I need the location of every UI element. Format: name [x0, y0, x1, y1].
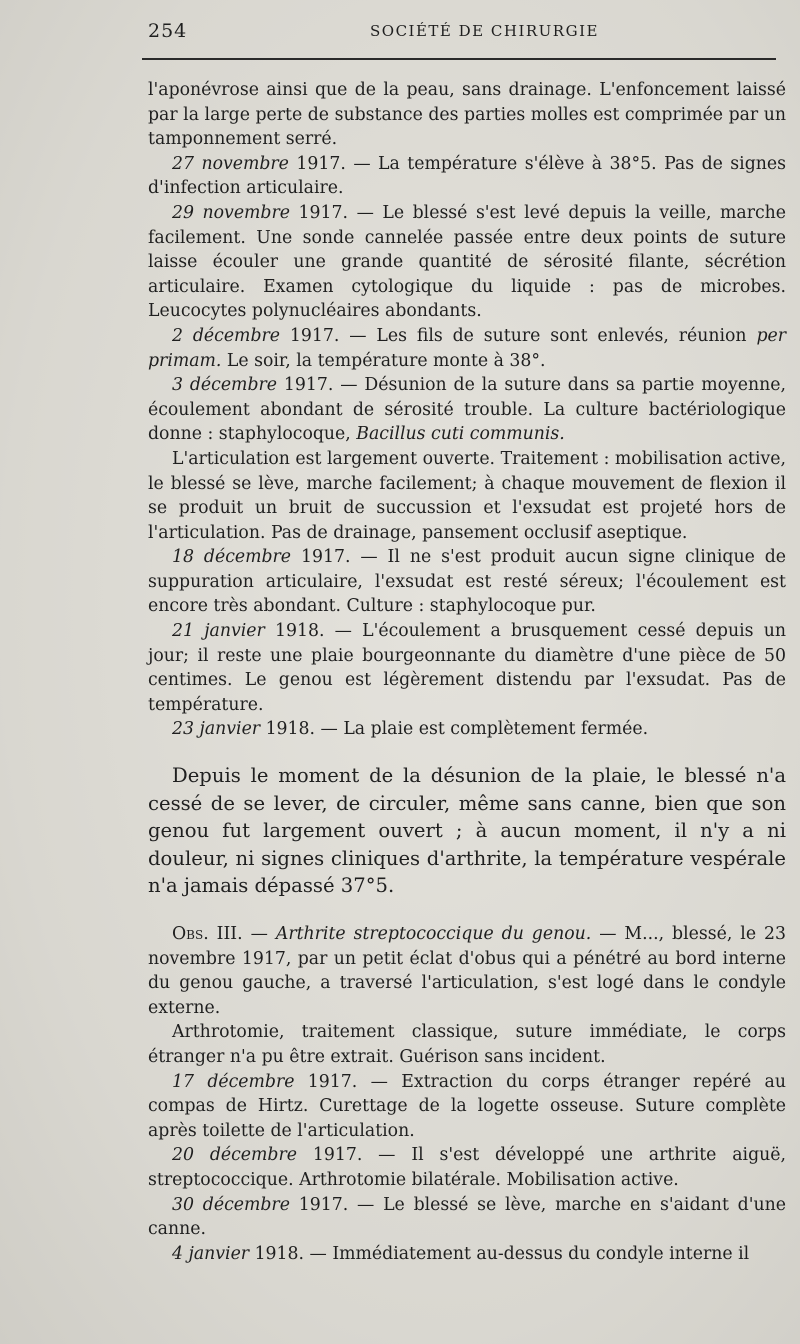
commentary: [148, 762, 786, 900]
dated-entry: 21 janvier 1918. — L'écoulement a brusquement cessé depuis un jour; il reste une plaie bourgeonnante du diamètre d'une pièce de 50 centimes. Le genou est légèrement distendu par l'exsudat. Pas de température.: [148, 621, 786, 715]
header-rule: [142, 58, 776, 60]
observation-label: Obs. III.: [172, 924, 243, 944]
entry-date: 21 janvier: [172, 621, 265, 642]
dated-entry: 17 décembre 1917. — Extraction du corps étranger repéré au compas de Hirtz. Curettage de la logette osseuse. Suture complète après toilette de l'articulation.: [148, 1071, 786, 1141]
dated-entry: 2 décembre 1917. — Les fils de suture sont enlevés, réunion per primam. Le soir, la température monte à 38°.: [148, 325, 786, 371]
paragraph: Arthrotomie, traitement classique, suture immédiate, le corps étranger n'a pu être extrait. Guérison sans incident.: [148, 1022, 786, 1067]
entry-date: 3 décembre: [172, 375, 277, 396]
entry-date: 30 décembre: [172, 1194, 290, 1215]
entry-date: 20 décembre: [172, 1145, 297, 1166]
dated-entry: 20 décembre 1917. — Il s'est développé une arthrite aiguë, streptococcique. Arthrotomie bilatérale. Mobilisation active.: [148, 1145, 786, 1190]
observation-heading: Obs. III. — Arthrite streptococcique du genou. — M..., blessé, le 23 novembre 1917, par un petit éclat d'obus qui a pénétré au bord interne du genou gauche, a traversé l'articulation, s'est logé dans le condyle externe.: [148, 924, 786, 1018]
commentary-paragraph: Depuis le moment de la désunion de la plaie, le blessé n'a cessé de se lever, de circuler, même sans canne, bien que son genou fut largement ouvert ; à aucun moment, il n'y a ni douleur, ni signes cliniques d'arthrite, la température vespérale n'a jamais dépassé 37°5.: [148, 764, 786, 898]
entry-date: 2 décembre: [172, 325, 280, 346]
entry-date: 27 novembre: [172, 153, 289, 174]
dated-entry: 29 novembre 1917. — Le blessé s'est levé depuis la veille, marche facilement. Une sonde cannelée passée entre deux points de suture laisse écouler une grande quantité de sérosité filante, sécrétion articulaire. Examen cytologique du liquide : pas de microbes. Leucocytes polynucléaires abondants.: [148, 202, 787, 322]
observation-3: [148, 922, 786, 1266]
entry-date: 29 novembre: [172, 202, 290, 223]
paragraph: L'articulation est largement ouverte. Traitement : mobilisation active, le blessé se lève, marche facilement; à chaque mouvement de flexion il se produit un bruit de succussion et l'exsudat est projeté hors de l'articulation. Pas de drainage, pansement occlusif aseptique.: [148, 448, 786, 543]
entry-date: 18 décembre: [172, 547, 292, 568]
entry-date: 17 décembre: [172, 1071, 295, 1092]
case-2-notes: [148, 78, 786, 742]
dated-entry: 27 novembre 1917. — La température s'élève à 38°5. Pas de signes d'infection articulaire.: [148, 153, 786, 199]
dated-entry: 18 décembre 1917. — Il ne s'est produit aucun signe clinique de suppuration articulaire, l'exsudat est resté séreux; l'écoulement est encore très abondant. Culture : staphylocoque pur.: [148, 547, 787, 617]
paragraph: l'aponévrose ainsi que de la peau, sans drainage. L'enfoncement laissé par la large perte de substance des parties molles est comprimée par un tamponnement serré.: [148, 80, 786, 150]
dated-entry: 3 décembre 1917. — Désunion de la suture dans sa partie moyenne, écoulement abondant de sérosité trouble. La culture bactériologique donne : staphylocoque, Bacillus cuti communis.: [148, 375, 787, 445]
dated-entry: 4 janvier 1918. — Immédiatement au-dessus du condyle interne il: [172, 1243, 750, 1264]
running-head: SOCIÉTÉ DE CHIRURGIE: [370, 22, 599, 40]
dated-entry: 23 janvier 1918. — La plaie est complètement fermée.: [172, 719, 649, 740]
entry-date: 4 janvier: [172, 1243, 250, 1264]
entry-date: 23 janvier: [172, 719, 261, 740]
page-number: 254: [148, 20, 188, 42]
page-header: [148, 0, 786, 58]
dated-entry: 30 décembre 1917. — Le blessé se lève, marche en s'aidant d'une canne.: [148, 1194, 786, 1240]
observation-title: Arthrite streptococcique du genou.: [275, 924, 592, 944]
